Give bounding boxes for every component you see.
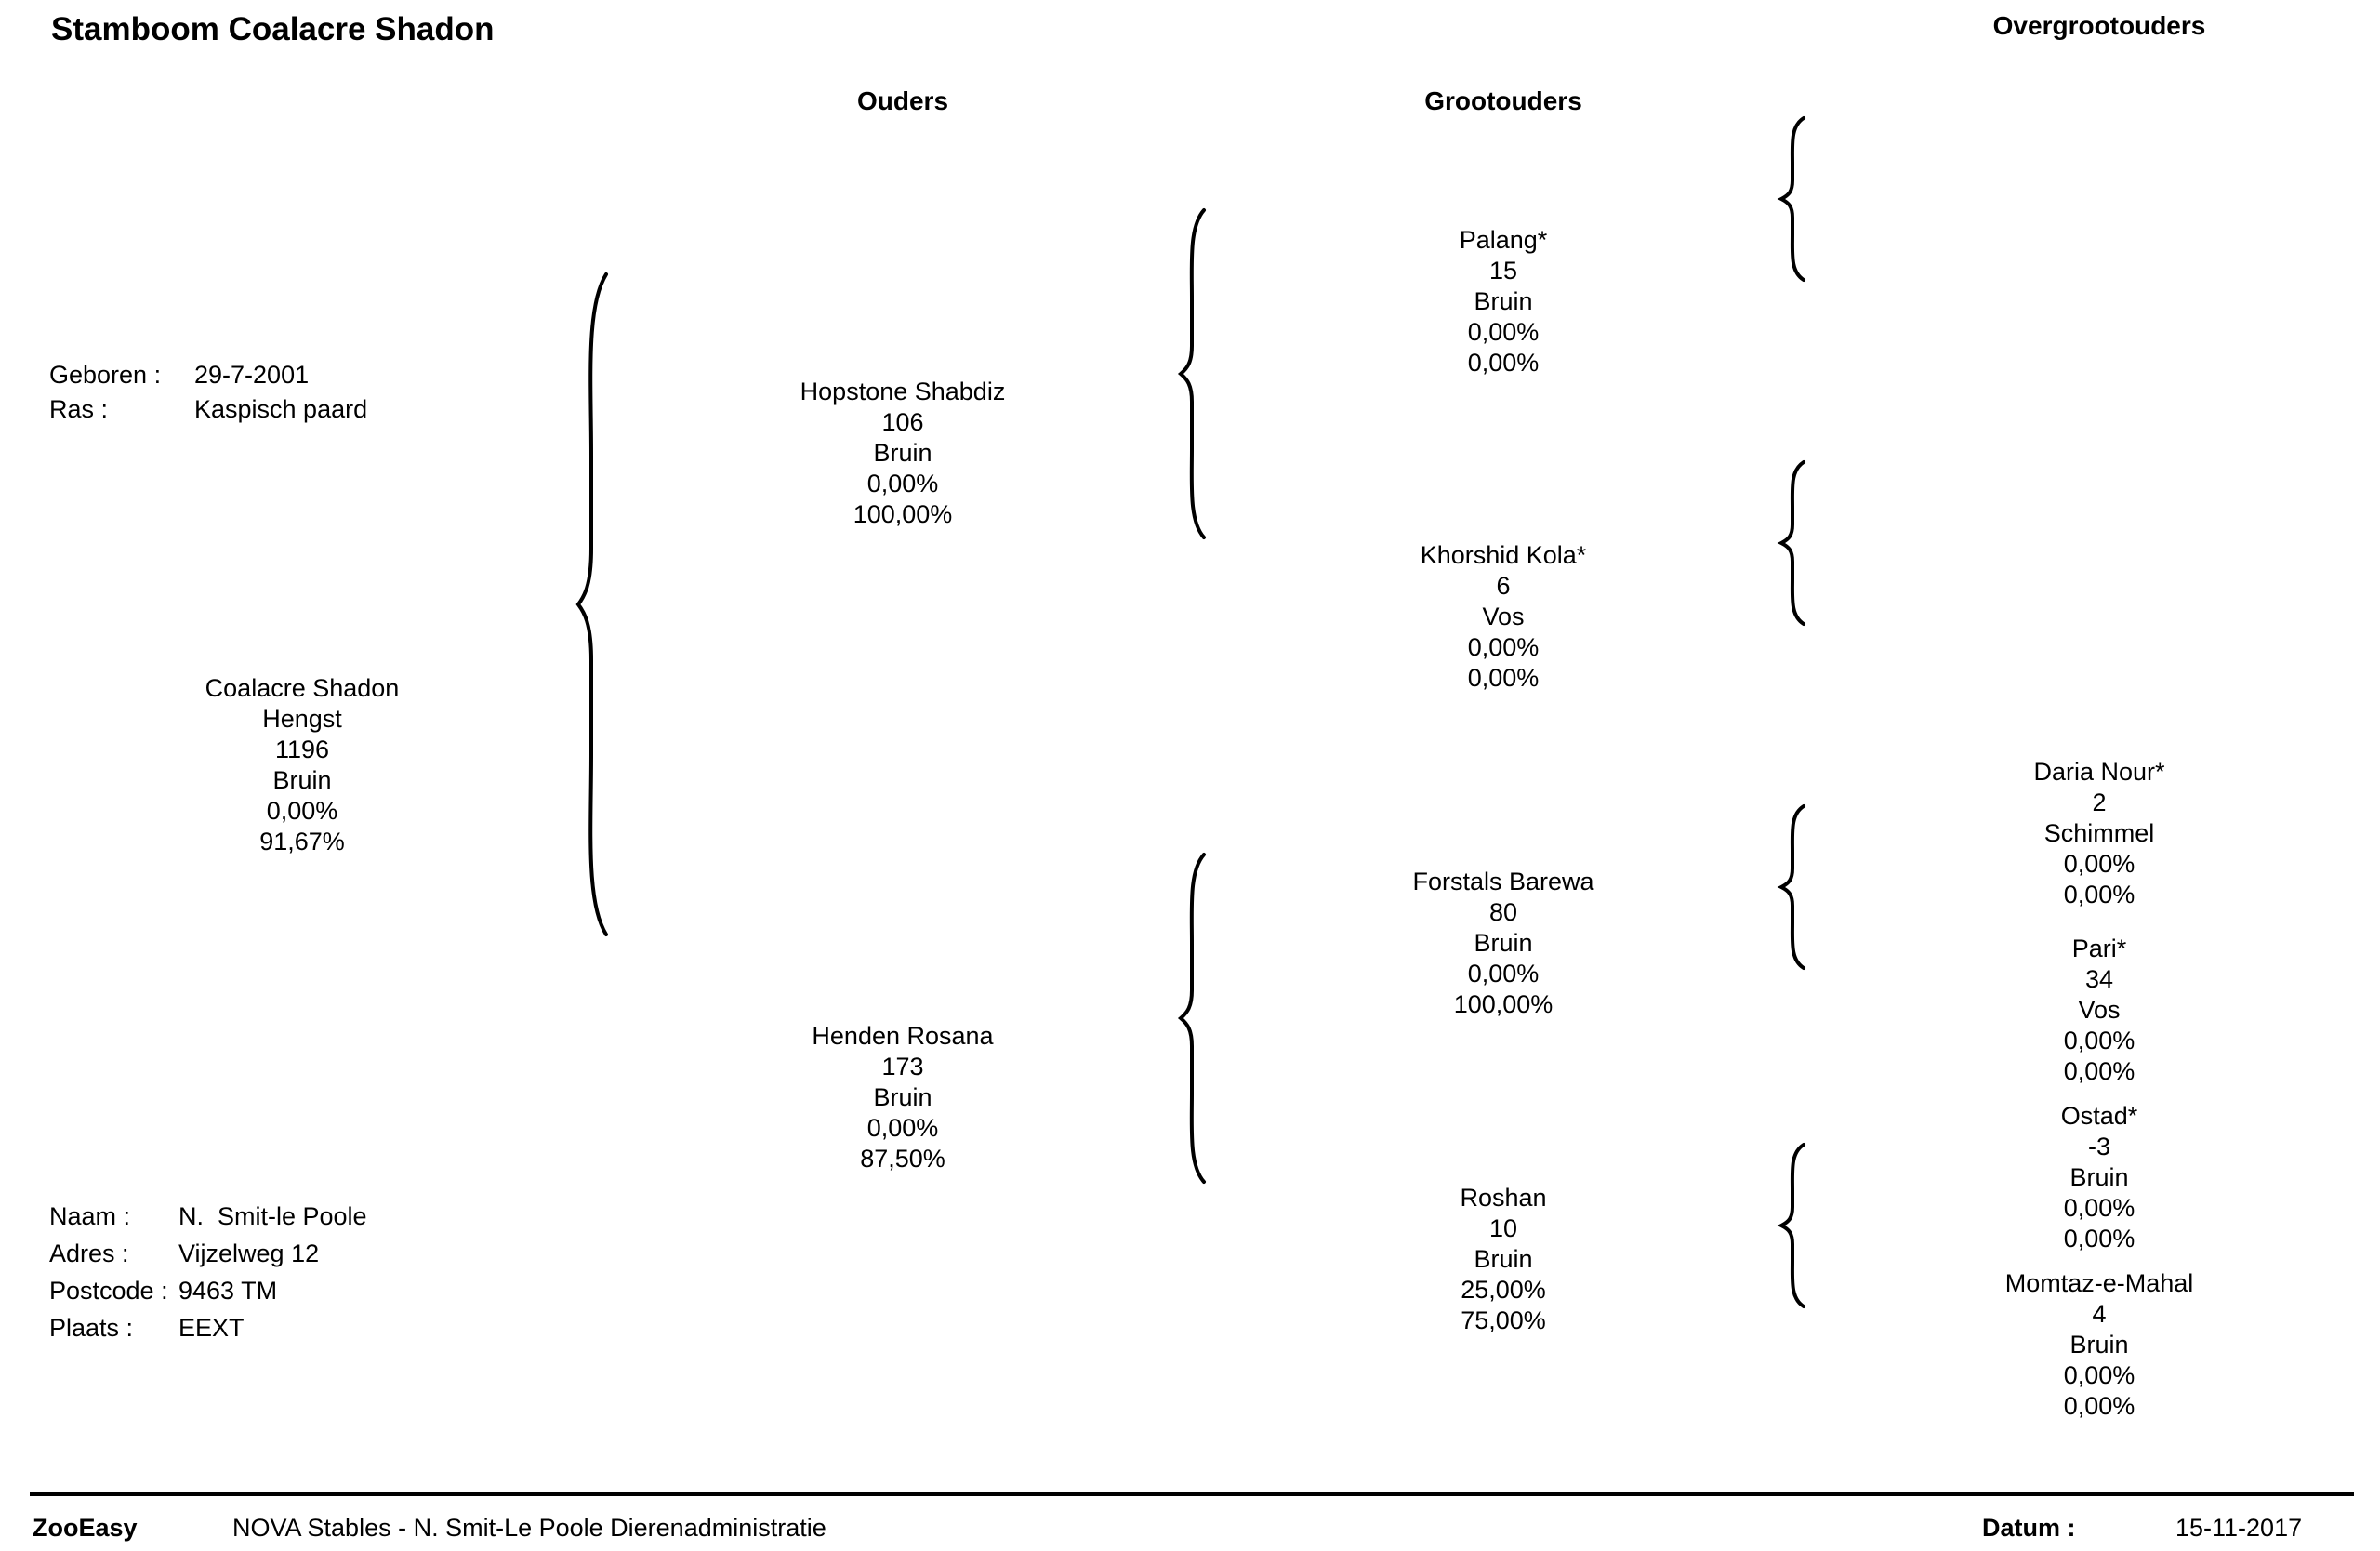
brace-grandparent-2: [1766, 459, 1808, 627]
node-inbreeding: 0,00%: [2063, 1361, 2135, 1389]
node-name: Ostad*: [2060, 1102, 2138, 1130]
great-grandparent-node-3: [1904, 1101, 2294, 1254]
node-color: Bruin: [1474, 1245, 1533, 1273]
brace-grandparent-1: [1766, 115, 1808, 283]
subject-name: Coalacre Shadon: [205, 674, 400, 702]
node-name: Hopstone Shabdiz: [800, 378, 1006, 405]
owner-name-label: Naam :: [49, 1202, 131, 1230]
great-grandparent-node-2: [1904, 934, 2294, 1087]
node-color: Bruin: [873, 1083, 932, 1111]
node-name: Daria Nour*: [2033, 758, 2165, 786]
brace-parent-1: [1167, 206, 1209, 541]
owner-address-value: Vijzelweg 12: [178, 1239, 320, 1267]
node-name: Forstals Barewa: [1412, 868, 1594, 895]
brace-grandparent-4: [1766, 1142, 1808, 1309]
brace-subject: [558, 270, 614, 939]
owner-address-label: Adres :: [49, 1239, 129, 1267]
subject-number: 1196: [274, 736, 330, 763]
node-percentage: 0,00%: [2063, 1392, 2135, 1420]
node-number: 106: [881, 408, 924, 436]
grandparent-node-3: [1308, 867, 1699, 1020]
subject-percentage: 91,67%: [259, 828, 345, 855]
subject-sex: Hengst: [262, 705, 342, 733]
great-grandparent-node-1: [1904, 757, 2294, 910]
breed-value: Kaspisch paard: [194, 395, 368, 423]
node-percentage: 87,50%: [860, 1145, 945, 1173]
owner-postcode-value: 9463 TM: [178, 1277, 278, 1305]
owner-city-value: EEXT: [178, 1314, 245, 1342]
node-percentage: 75,00%: [1461, 1306, 1546, 1334]
node-number: 80: [1488, 898, 1518, 926]
node-inbreeding: 0,00%: [1467, 960, 1540, 988]
footer-divider: [30, 1492, 2354, 1496]
subject-info: [49, 356, 367, 428]
node-name: Momtaz-e-Mahal: [2004, 1269, 2194, 1297]
born-label: Geboren :: [49, 361, 162, 389]
footer-date-value: 15-11-2017: [2175, 1514, 2303, 1542]
owner-name-value: N. Smit-le Poole: [178, 1202, 367, 1230]
footer-date-label: Datum :: [1982, 1514, 2076, 1542]
node-inbreeding: 0,00%: [2063, 850, 2135, 878]
node-inbreeding: 0,00%: [1467, 633, 1540, 661]
node-color: Bruin: [1474, 287, 1533, 315]
node-number: 2: [2092, 789, 2107, 816]
node-percentage: 0,00%: [2063, 881, 2135, 908]
node-number: 15: [1488, 257, 1518, 285]
node-color: Vos: [2078, 996, 2121, 1024]
footer-app-name: ZooEasy: [33, 1514, 138, 1542]
header-parents: Ouders: [856, 86, 949, 115]
node-number: 6: [1496, 572, 1511, 600]
header-great-grandparents: Overgrootouders: [1992, 11, 2206, 40]
brace-parent-2: [1167, 851, 1209, 1186]
node-inbreeding: 0,00%: [866, 470, 939, 497]
node-color: Bruin: [1474, 929, 1533, 957]
node-inbreeding: 25,00%: [1461, 1276, 1546, 1304]
node-inbreeding: 0,00%: [2063, 1194, 2135, 1222]
subject-color: Bruin: [272, 766, 332, 794]
node-name: Pari*: [2071, 935, 2127, 962]
node-percentage: 0,00%: [1467, 349, 1540, 377]
node-inbreeding: 0,00%: [866, 1114, 939, 1142]
owner-postcode-label: Postcode :: [49, 1277, 168, 1305]
great-grandparent-node-4: [1904, 1268, 2294, 1422]
node-number: -3: [2087, 1133, 2110, 1160]
node-number: 10: [1488, 1214, 1518, 1242]
node-number: 34: [2084, 965, 2114, 993]
node-color: Schimmel: [2043, 819, 2155, 847]
subject-inbreeding: 0,00%: [266, 797, 338, 825]
grandparent-node-4: [1308, 1183, 1699, 1336]
owner-city-label: Plaats :: [49, 1314, 134, 1342]
grandparent-node-1: [1308, 225, 1699, 378]
header-grandparents: Grootouders: [1424, 86, 1582, 115]
node-inbreeding: 0,00%: [2063, 1027, 2135, 1054]
node-name: Henden Rosana: [812, 1022, 994, 1050]
grandparent-node-2: [1308, 540, 1699, 694]
page-title: Stamboom Coalacre Shadon: [51, 11, 495, 47]
breed-label: Ras :: [49, 395, 109, 423]
subject-node: [107, 673, 497, 857]
node-color: Bruin: [2069, 1163, 2129, 1191]
node-color: Vos: [1482, 603, 1525, 630]
footer-organization: NOVA Stables - N. Smit-Le Poole Dierenadministratie: [232, 1514, 826, 1542]
node-color: Bruin: [2069, 1331, 2129, 1359]
node-inbreeding: 0,00%: [1467, 318, 1540, 346]
owner-info: [49, 1198, 367, 1346]
node-number: 173: [881, 1053, 924, 1080]
parent-node-dam: [707, 1021, 1098, 1174]
parent-node-sire: [707, 377, 1098, 530]
born-value: 29-7-2001: [194, 361, 310, 389]
node-number: 4: [2092, 1300, 2107, 1328]
brace-grandparent-3: [1766, 803, 1808, 971]
node-percentage: 0,00%: [2063, 1057, 2135, 1085]
node-percentage: 100,00%: [1453, 990, 1554, 1018]
node-color: Bruin: [873, 439, 932, 467]
node-name: Palang*: [1459, 226, 1548, 254]
node-name: Khorshid Kola*: [1420, 541, 1587, 569]
node-percentage: 0,00%: [1467, 664, 1540, 692]
node-name: Roshan: [1460, 1184, 1547, 1212]
node-percentage: 100,00%: [853, 500, 953, 528]
node-percentage: 0,00%: [2063, 1225, 2135, 1253]
